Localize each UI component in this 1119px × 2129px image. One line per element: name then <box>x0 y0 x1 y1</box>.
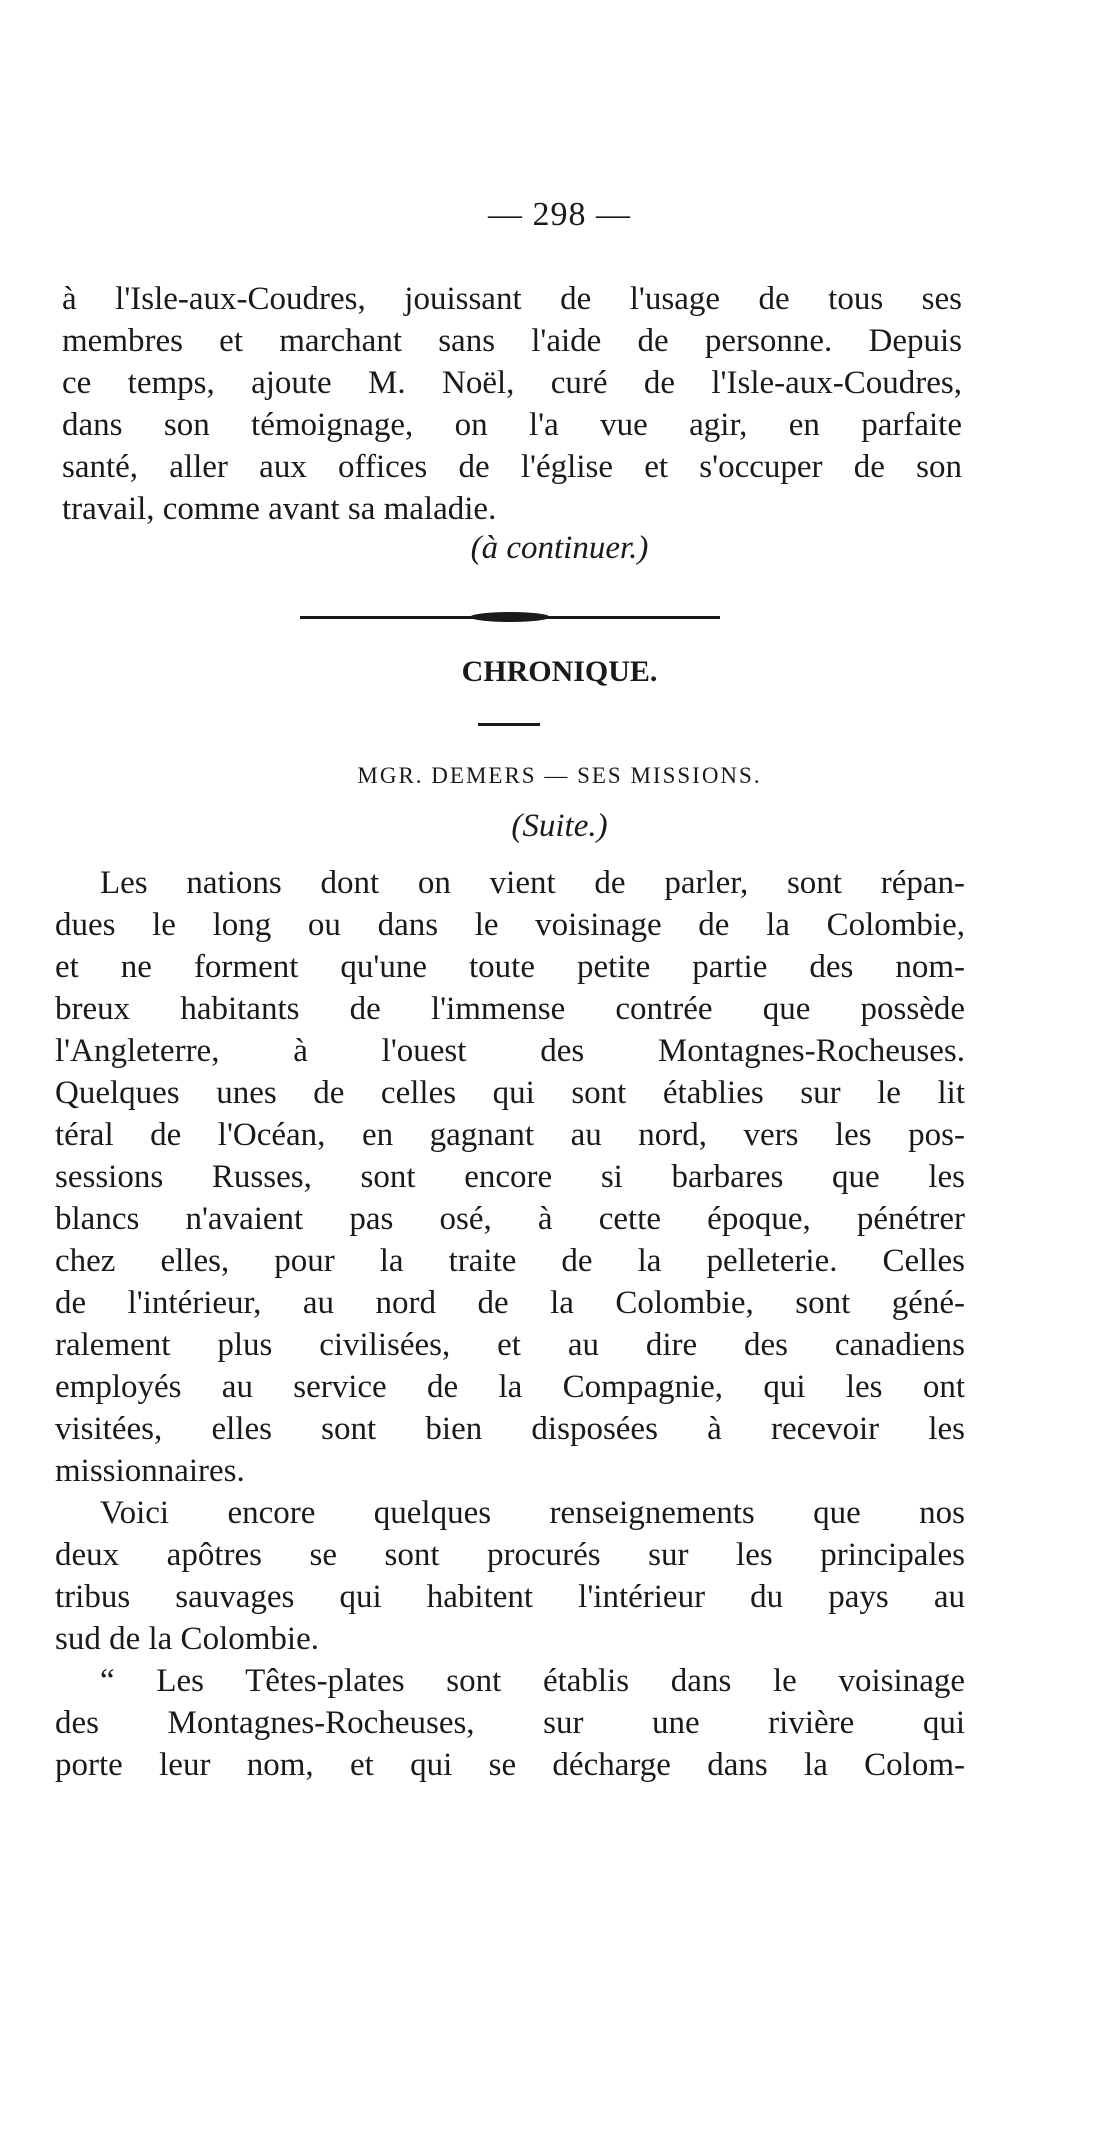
text-line: porte leur nom, et qui se décharge dans la Colom- <box>55 1747 965 1783</box>
text-line: et ne forment qu'une toute petite partie des nom- <box>55 949 965 985</box>
text-line: “ Les Têtes-plates sont établis dans le voisinage <box>100 1663 965 1699</box>
text-line: missionnaires. <box>55 1453 245 1489</box>
text-line: travail, comme avant sa maladie. <box>62 491 497 527</box>
text-line: chez elles, pour la traite de la pelleterie. Celles <box>55 1243 965 1279</box>
section-title: CHRONIQUE. <box>461 655 658 688</box>
text-line: téral de l'Océan, en gagnant au nord, vers les pos- <box>55 1117 965 1153</box>
intro-paragraph <box>62 278 962 530</box>
page-number: — 298 — <box>488 196 631 233</box>
text-line: dues le long ou dans le voisinage de la Colombie, <box>55 907 965 943</box>
text-line: tribus sauvages qui habitent l'intérieur du pays au <box>55 1579 965 1615</box>
text-line: blancs n'avaient pas osé, à cette époque, pénétrer <box>55 1201 965 1237</box>
text-line: à l'Isle-aux-Coudres, jouissant de l'usage de tous ses <box>62 281 962 317</box>
text-line: Voici encore quelques renseignements que nos <box>100 1495 965 1531</box>
text-line: dans son témoignage, on l'a vue agir, en parfaite <box>62 407 962 443</box>
suite-note-text: (Suite.) <box>511 808 608 844</box>
suite-note <box>0 808 1119 845</box>
title-underline <box>478 723 540 726</box>
text-line: l'Angleterre, à l'ouest des Montagnes-Rocheuses. <box>55 1033 965 1069</box>
text-line: ce temps, ajoute M. Noël, curé de l'Isle-aux-Coudres, <box>62 365 962 401</box>
text-line: Les nations dont on vient de parler, sont répan- <box>100 865 965 901</box>
text-line: des Montagnes-Rocheuses, sur une rivière qui <box>55 1705 965 1741</box>
text-line: employés au service de la Compagnie, qui les ont <box>55 1369 965 1405</box>
divider-ornament <box>470 612 550 622</box>
text-line: membres et marchant sans l'aide de personne. Depuis <box>62 323 962 359</box>
text-line: breux habitants de l'immense contrée que possède <box>55 991 965 1027</box>
article-subheading: MGR. DEMERS — SES MISSIONS. <box>357 763 762 788</box>
text-line: santé, aller aux offices de l'église et s'occuper de son <box>62 449 962 485</box>
text-line: sud de la Colombie. <box>55 1621 319 1657</box>
text-line: Quelques unes de celles qui sont établies sur le lit <box>55 1075 965 1111</box>
article-body <box>55 862 965 1786</box>
text-line: deux apôtres se sont procurés sur les principales <box>55 1537 965 1573</box>
text-line: sessions Russes, sont encore si barbares que les <box>55 1159 965 1195</box>
text-line: ralement plus civilisées, et au dire des canadiens <box>55 1327 965 1363</box>
text-line: visitées, elles sont bien disposées à recevoir les <box>55 1411 965 1447</box>
continuation-note: (à continuer.) <box>470 530 649 566</box>
text-line: de l'intérieur, au nord de la Colombie, sont géné- <box>55 1285 965 1321</box>
